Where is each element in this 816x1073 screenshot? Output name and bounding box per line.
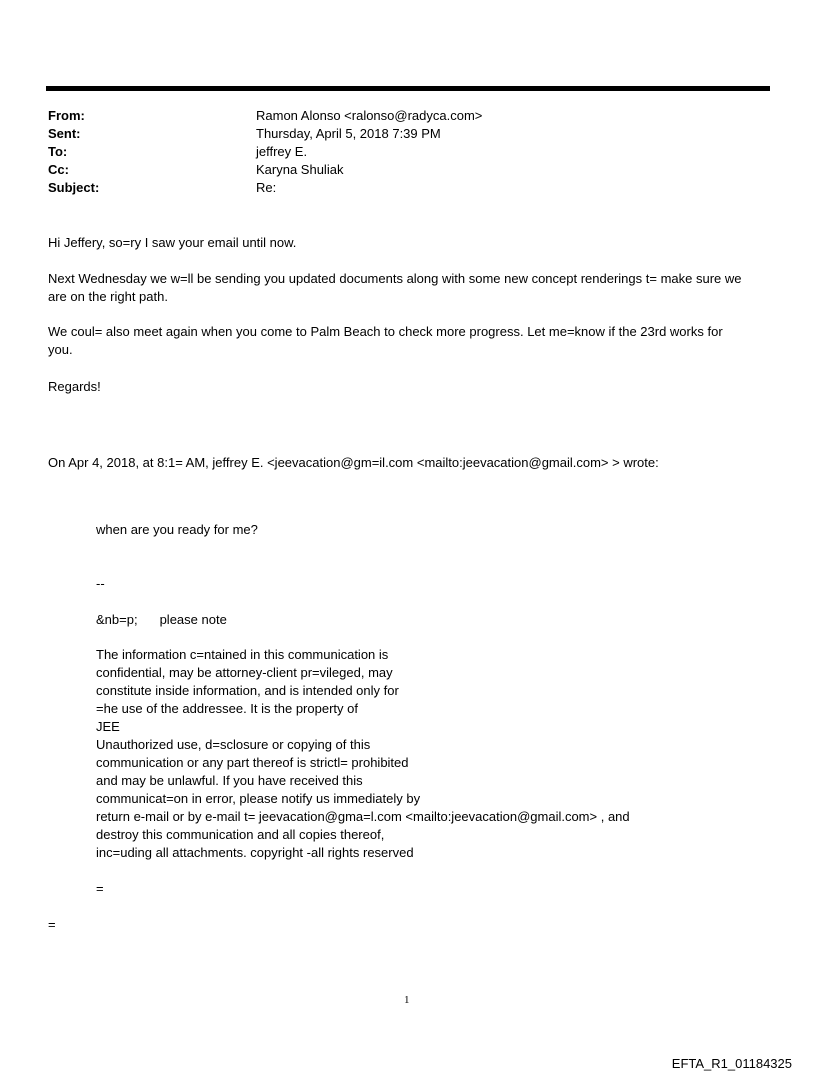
- signature-separator: --: [96, 576, 105, 591]
- disclaimer-line: return e-mail or by e-mail t= jeevacation@gma=l.com <mailto:jeevacation@gmail.com> , and: [96, 809, 630, 824]
- nbsp-text: &nb=p;: [96, 612, 138, 627]
- disclaimer-line: and may be unlawful. If you have received this: [96, 773, 363, 788]
- disclaimer-line: JEE: [96, 719, 120, 734]
- from-value: Ramon Alonso <ralonso@radyca.com>: [256, 108, 483, 123]
- disclaimer-line: inc=uding all attachments. copyright -all rights reserved: [96, 845, 414, 860]
- disclaimer-line: Unauthorized use, d=sclosure or copying of this: [96, 737, 371, 752]
- disclaimer-line: communication or any part thereof is strictl= prohibited: [96, 755, 409, 770]
- please-note-text: please note: [159, 612, 227, 627]
- sent-label: Sent:: [48, 126, 81, 141]
- subject-label: Subject:: [48, 180, 100, 195]
- paragraph-2-line-1: We coul= also meet again when you come to Palm Beach to check more progress. Let me=know if the 23rd works for: [48, 324, 723, 339]
- from-label: From:: [48, 108, 85, 123]
- greeting-line: Hi Jeffery, so=ry I saw your email until now.: [48, 235, 297, 250]
- outer-trailing-equals: =: [48, 917, 56, 932]
- quote-header-line: On Apr 4, 2018, at 8:1= AM, jeffrey E. <jeevacation@gm=il.com <mailto:jeevacation@gmail.com> > wrote:: [48, 455, 659, 470]
- to-value: jeffrey E.: [256, 144, 308, 159]
- to-label: To:: [48, 144, 68, 159]
- disclaimer-line: =he use of the addressee. It is the property of: [96, 701, 358, 716]
- signoff-line: Regards!: [48, 379, 101, 394]
- disclaimer-line: confidential, may be attorney-client pr=vileged, may: [96, 665, 393, 680]
- disclaimer-line: communicat=on in error, please notify us immediately by: [96, 791, 421, 806]
- please-note-line: [96, 611, 227, 629]
- sent-value: Thursday, April 5, 2018 7:39 PM: [256, 126, 441, 141]
- disclaimer-line: The information c=ntained in this communication is: [96, 647, 389, 662]
- disclaimer-line: destroy this communication and all copies thereof,: [96, 827, 385, 842]
- paragraph-1-line-2: are on the right path.: [48, 289, 168, 304]
- quoted-question: when are you ready for me?: [96, 522, 258, 537]
- bates-number: EFTA_R1_01184325: [671, 1056, 792, 1071]
- paragraph-2-line-2: you.: [48, 342, 73, 357]
- cc-value: Karyna Shuliak: [256, 162, 344, 177]
- header-divider-rule: [46, 86, 770, 91]
- paragraph-1-line-1: Next Wednesday we w=ll be sending you updated documents along with some new concept renderings t= make sure we: [48, 271, 742, 286]
- cc-label: Cc:: [48, 162, 69, 177]
- subject-value: Re:: [256, 180, 277, 195]
- quoted-trailing-equals: =: [96, 881, 104, 896]
- disclaimer-line: constitute inside information, and is intended only for: [96, 683, 399, 698]
- page-number: 1: [404, 994, 410, 1006]
